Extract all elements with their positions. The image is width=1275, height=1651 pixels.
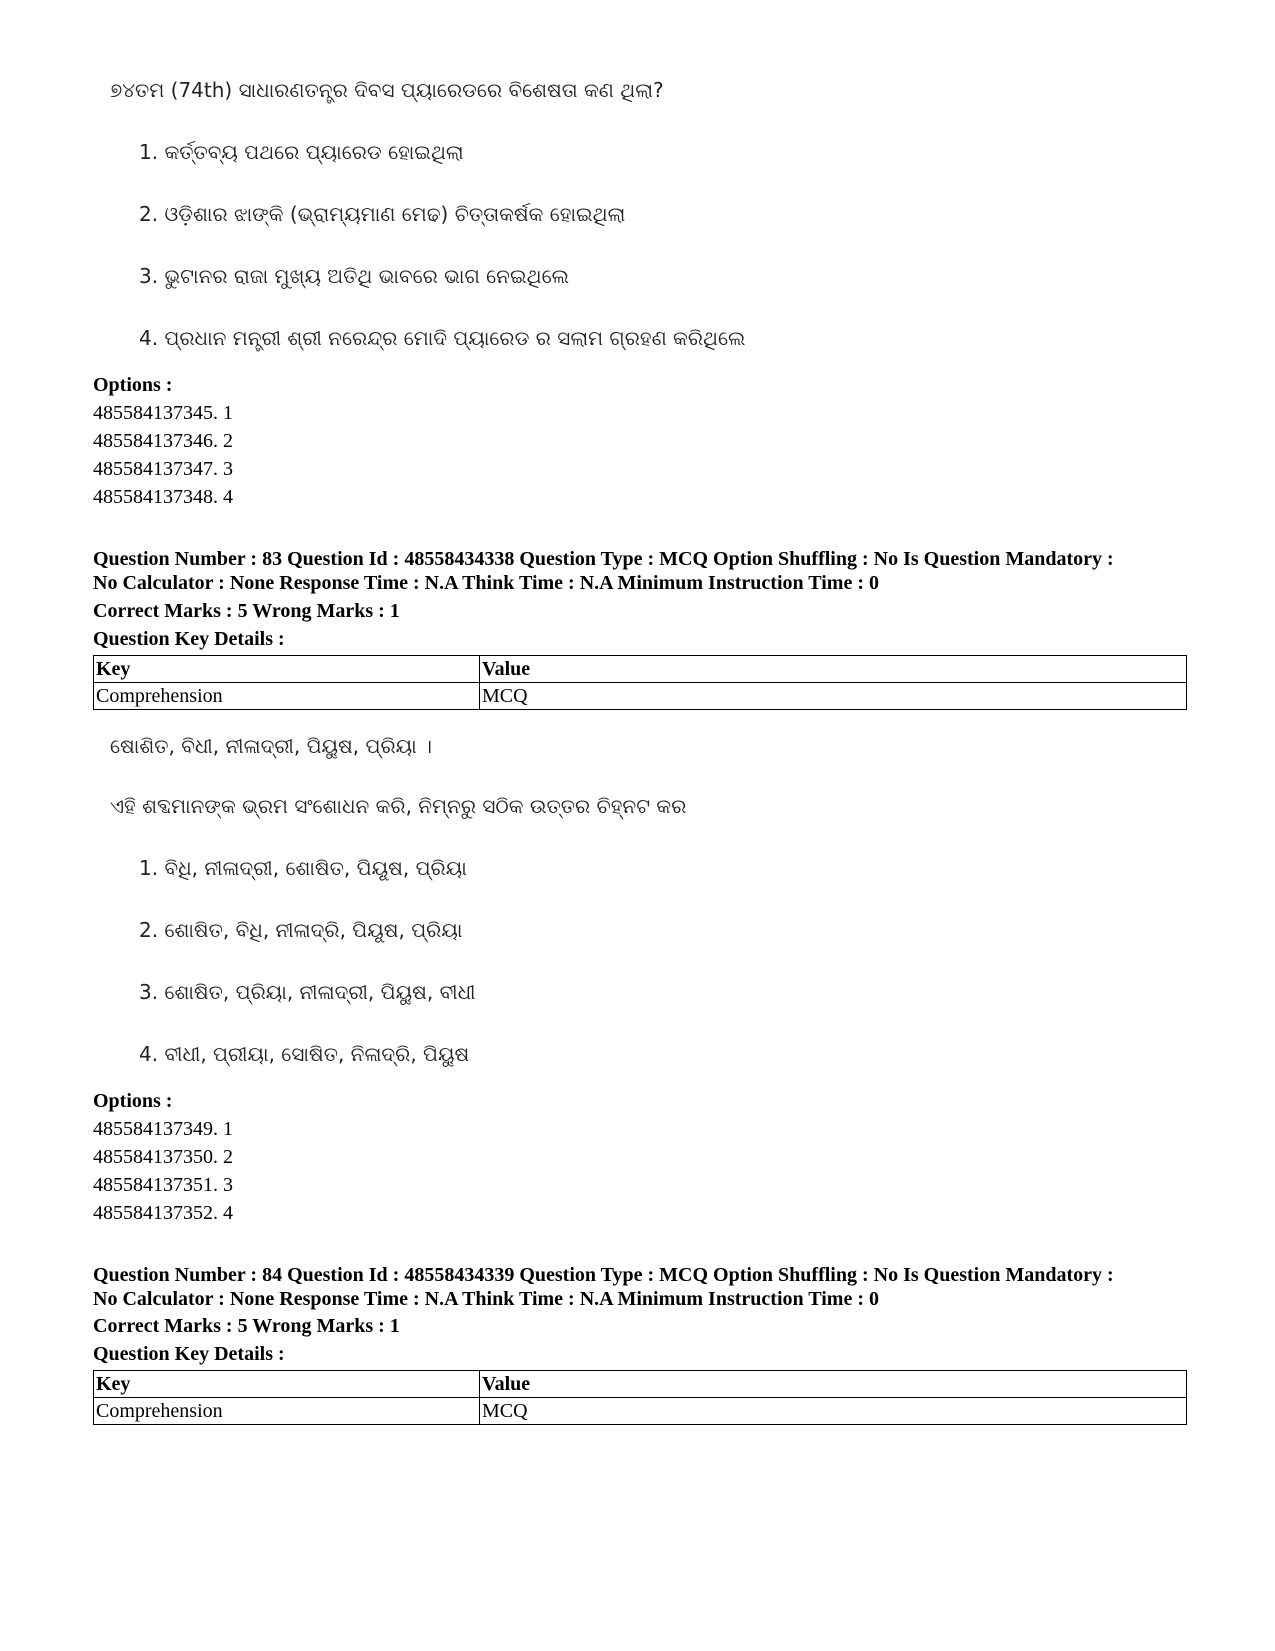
q83-option-3: 485584137351. 3 bbox=[93, 1174, 233, 1196]
table-header-key: Key bbox=[94, 1371, 480, 1398]
q83-options-label: Options : bbox=[93, 1090, 173, 1112]
table-cell-value: MCQ bbox=[480, 1398, 1187, 1425]
q83-statement-4: 4. ବୀଧୀ, ପ୍ରୀୟା, ସୋଷିତ, ନିଳାଦ୍ରି, ପିୟୁଷ bbox=[139, 1042, 470, 1066]
table-cell-value: MCQ bbox=[480, 683, 1187, 710]
table-row bbox=[94, 1398, 1187, 1425]
q83-option-2: 485584137350. 2 bbox=[93, 1146, 233, 1168]
q82-option-4: 485584137348. 4 bbox=[93, 486, 233, 508]
q83-passage: ଷୋଶିତ, ବିଧୀ, ନୀଳାଦ୍ରୀ, ପିୟୁଷ, ପ୍ରିୟା । bbox=[110, 734, 433, 758]
table-header-row bbox=[94, 1371, 1187, 1398]
q83-statement-1: 1. ବିଧି, ନୀଳାଦ୍ରୀ, ଶୋଷିତ, ପିୟୂଷ, ପ୍ରିୟା bbox=[139, 856, 467, 880]
table-cell-key: Comprehension bbox=[94, 683, 480, 710]
table-row bbox=[94, 683, 1187, 710]
q82-options-label: Options : bbox=[93, 374, 173, 396]
table-cell-key: Comprehension bbox=[94, 1398, 480, 1425]
table-header-key: Key bbox=[94, 656, 480, 683]
q82-statement-3: 3. ଭୁଟାନର ରାଜା ମୁଖ୍ୟ ଅତିଥି ଭାବରେ ଭାଗ ନେଇଥିଲେ bbox=[139, 264, 569, 288]
q83-meta-line-2: No Calculator : None Response Time : N.A Think Time : N.A Minimum Instruction Time : 0 bbox=[93, 572, 879, 594]
q82-statement-1: 1. କର୍ତ୍ତବ୍ୟ ପଥରେ ପ୍ୟାରେଡ ହୋଇଥିଲା bbox=[139, 140, 464, 164]
q84-meta-line-1: Question Number : 84 Question Id : 48558434339 Question Type : MCQ Option Shuffling : No Is Question Mandatory : bbox=[93, 1264, 1114, 1286]
table-header-value: Value bbox=[480, 656, 1187, 683]
q82-option-2: 485584137346. 2 bbox=[93, 430, 233, 452]
q83-key-table bbox=[93, 655, 1187, 710]
q84-meta-line-2: No Calculator : None Response Time : N.A Think Time : N.A Minimum Instruction Time : 0 bbox=[93, 1288, 879, 1310]
q83-key-details-label: Question Key Details : bbox=[93, 628, 285, 650]
q84-key-details-label: Question Key Details : bbox=[93, 1343, 285, 1365]
table-header-row bbox=[94, 656, 1187, 683]
q83-statement-2: 2. ଶୋଷିତ, ବିଧି, ନୀଳାଦ୍ରି, ପିୟୂଷ, ପ୍ରିୟା bbox=[139, 918, 463, 942]
q82-option-1: 485584137345. 1 bbox=[93, 402, 233, 424]
q83-meta-line-1: Question Number : 83 Question Id : 48558434338 Question Type : MCQ Option Shuffling : No Is Question Mandatory : bbox=[93, 548, 1114, 570]
q83-marks: Correct Marks : 5 Wrong Marks : 1 bbox=[93, 600, 400, 622]
q83-question-text: ଏହି ଶବ୍ଦମାନଙ୍କ ଭ୍ରମ ସଂଶୋଧନ କରି, ନିମ୍ନରୁ ସଠିକ ଉତ୍ତର ଚିହ୍ନଟ କର bbox=[110, 794, 687, 818]
q84-marks: Correct Marks : 5 Wrong Marks : 1 bbox=[93, 1315, 400, 1337]
q83-statement-3: 3. ଶୋଷିତ, ପ୍ରିୟା, ନୀଳାଦ୍ରୀ, ପିୟୁଷ, ବୀଧୀ bbox=[139, 980, 476, 1004]
q83-option-4: 485584137352. 4 bbox=[93, 1202, 233, 1224]
q82-option-3: 485584137347. 3 bbox=[93, 458, 233, 480]
q82-statement-4: 4. ପ୍ରଧାନ ମନ୍ତ୍ରୀ ଶ୍ରୀ ନରେନ୍ଦ୍ର ମୋଦି ପ୍ୟାରେଡ ର ସଲାମ ଗ୍ରହଣ କରିଥିଲେ bbox=[139, 326, 746, 350]
q82-question-text: ୭୪ତମ (74th) ସାଧାରଣତନ୍ତ୍ର ଦିବସ ପ୍ୟାରେଡରେ ବିଶେଷତା କଣ ଥିଲା? bbox=[110, 78, 664, 102]
q84-key-table bbox=[93, 1370, 1187, 1425]
table-header-value: Value bbox=[480, 1371, 1187, 1398]
q83-option-1: 485584137349. 1 bbox=[93, 1118, 233, 1140]
q82-statement-2: 2. ଓଡ଼ିଶାର ଝାଙ୍କି (ଭ୍ରାମ୍ୟମାଣ ମେଢ) ଚିତ୍ତାକର୍ଷକ ହୋଇଥିଲା bbox=[139, 202, 626, 226]
